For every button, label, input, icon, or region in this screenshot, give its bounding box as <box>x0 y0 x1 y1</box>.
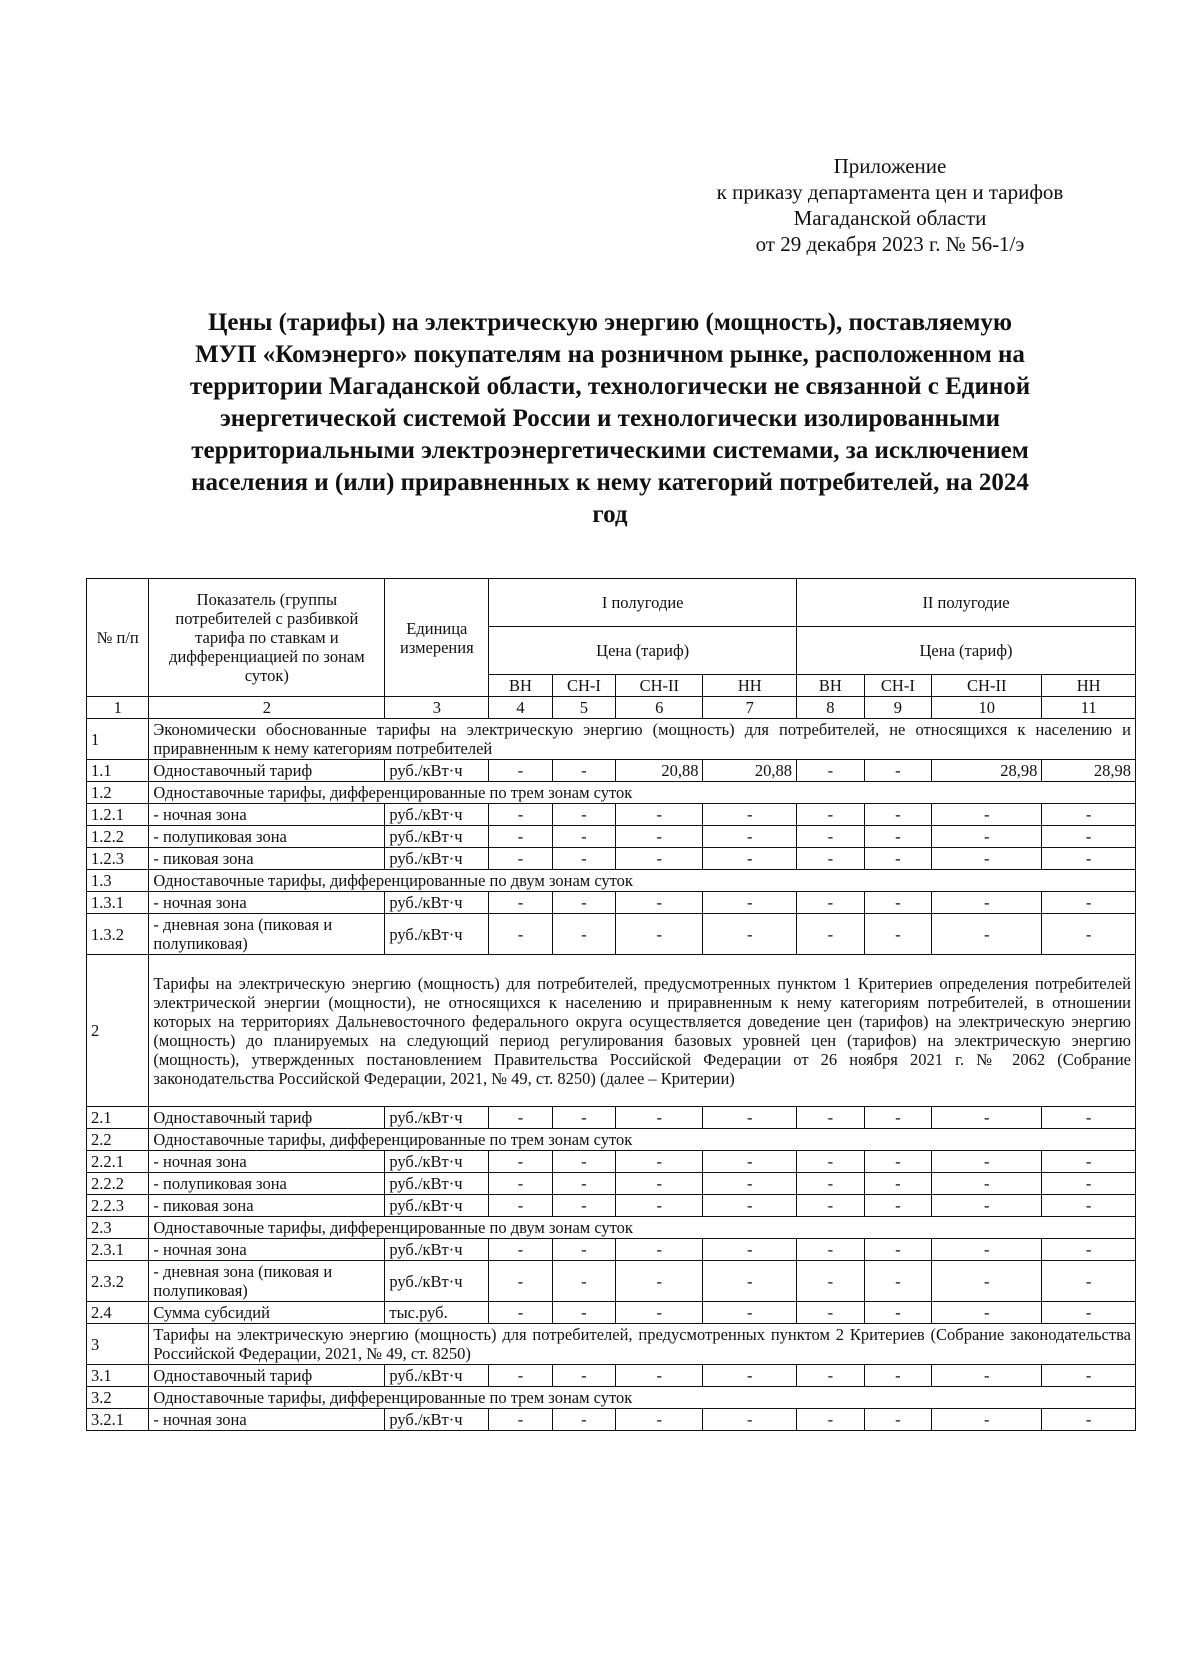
row-unit: руб./кВт·ч <box>385 1107 489 1129</box>
tariff-value: - <box>864 826 932 848</box>
table-row <box>87 914 1136 955</box>
table-row <box>87 1409 1136 1431</box>
tariff-value: - <box>932 1409 1042 1431</box>
row-unit: руб./кВт·ч <box>385 826 489 848</box>
tariff-value: - <box>703 826 797 848</box>
table-row <box>87 782 1136 804</box>
tariff-value: - <box>616 1151 703 1173</box>
table-row <box>87 1217 1136 1239</box>
tariff-value: - <box>1042 1107 1136 1129</box>
row-unit: руб./кВт·ч <box>385 1261 489 1302</box>
title-line: Цены (тарифы) на электрическую энергию (мощность), поставляемую <box>207 309 1013 336</box>
tariff-value: - <box>552 914 615 955</box>
tariff-value: - <box>797 1365 865 1387</box>
tariff-value: - <box>1042 892 1136 914</box>
table-row <box>87 1129 1136 1151</box>
tariff-value: - <box>864 914 932 955</box>
tariff-value: - <box>797 1239 865 1261</box>
tariff-value: - <box>552 1107 615 1129</box>
tariff-value: - <box>797 1195 865 1217</box>
tariff-value: - <box>1042 1195 1136 1217</box>
tariff-value: - <box>703 914 797 955</box>
appendix-line: к приказу департамента цен и тарифов <box>716 180 1064 204</box>
tariff-value: - <box>489 914 552 955</box>
tariff-value: - <box>703 1239 797 1261</box>
table-body <box>87 719 1136 1431</box>
table-row <box>87 1173 1136 1195</box>
table-row <box>87 1387 1136 1409</box>
row-indicator: Одноставочный тариф <box>149 1365 385 1387</box>
tariff-value: - <box>797 848 865 870</box>
row-indicator: - ночная зона <box>149 804 385 826</box>
row-number: 2.2.2 <box>87 1173 149 1195</box>
tariff-value: - <box>797 1261 865 1302</box>
tariff-value: 20,88 <box>616 760 703 782</box>
header-level: СН-I <box>552 675 615 697</box>
tariff-value: - <box>552 1409 615 1431</box>
row-number: 3.2 <box>87 1387 149 1409</box>
tariff-value: - <box>489 1151 552 1173</box>
tariff-value: - <box>864 1195 932 1217</box>
row-indicator: - ночная зона <box>149 1409 385 1431</box>
column-number: 7 <box>703 697 797 719</box>
tariff-value: - <box>703 1302 797 1324</box>
header-price-half2: Цена (тариф) <box>797 627 1136 675</box>
tariff-value: - <box>932 1261 1042 1302</box>
tariff-value: - <box>864 1365 932 1387</box>
row-indicator: - дневная зона (пиковая и полупиковая) <box>149 1261 385 1302</box>
tariff-value: - <box>489 804 552 826</box>
row-indicator: - пиковая зона <box>149 848 385 870</box>
header-indicator: Показатель (группы потребителей с разбивкой тарифа по ставкам и дифференциацией по зонам суток) <box>149 579 385 697</box>
tariff-value: - <box>1042 848 1136 870</box>
table-row <box>87 1302 1136 1324</box>
title-line: энергетической системой России и технологически изолированными <box>219 405 1001 432</box>
tariff-value: - <box>489 1107 552 1129</box>
tariff-value: - <box>797 1173 865 1195</box>
tariff-value: - <box>489 1195 552 1217</box>
tariff-value: - <box>552 1173 615 1195</box>
tariff-value: - <box>552 1302 615 1324</box>
column-number: 2 <box>149 697 385 719</box>
header-level: НН <box>1042 675 1136 697</box>
tariff-value: - <box>1042 1261 1136 1302</box>
tariff-value: - <box>864 1239 932 1261</box>
tariff-value: - <box>703 848 797 870</box>
row-number: 1.2 <box>87 782 149 804</box>
table-row <box>87 760 1136 782</box>
tariff-value: - <box>616 826 703 848</box>
tariff-value: - <box>616 1173 703 1195</box>
tariff-value: - <box>616 804 703 826</box>
row-number: 2.3.2 <box>87 1261 149 1302</box>
tariff-value: - <box>552 1195 615 1217</box>
tariff-value: - <box>489 826 552 848</box>
tariff-value: - <box>932 1173 1042 1195</box>
table-row <box>87 804 1136 826</box>
row-number: 2.4 <box>87 1302 149 1324</box>
tariff-value: - <box>797 1302 865 1324</box>
table-row <box>87 1324 1136 1365</box>
row-number: 1.1 <box>87 760 149 782</box>
tariff-value: - <box>703 1107 797 1129</box>
tariff-value: - <box>489 760 552 782</box>
tariff-value: - <box>552 1151 615 1173</box>
column-number: 6 <box>616 697 703 719</box>
tariff-value: - <box>552 1365 615 1387</box>
row-number: 1.2.2 <box>87 826 149 848</box>
section-heading: Одноставочные тарифы, дифференцированные по трем зонам суток <box>149 782 1136 804</box>
section-heading: Одноставочные тарифы, дифференцированные по трем зонам суток <box>149 1387 1136 1409</box>
section-heading: Тарифы на электрическую энергию (мощность) для потребителей, предусмотренных пунктом 2 Критериев (Собрание законодательства Российской Федерации, 2021, № 49, ст. 8250) <box>149 1324 1136 1365</box>
tariff-value: - <box>703 1365 797 1387</box>
tariff-value: - <box>864 1107 932 1129</box>
tariff-value: - <box>703 1195 797 1217</box>
row-unit: руб./кВт·ч <box>385 760 489 782</box>
tariff-value: - <box>616 1261 703 1302</box>
header-level: НН <box>703 675 797 697</box>
section-heading: Экономически обоснованные тарифы на электрическую энергию (мощность) для потребителей, не относящихся к населению и приравненным к нему категориям потребителей <box>149 719 1136 760</box>
row-unit: руб./кВт·ч <box>385 848 489 870</box>
row-unit: руб./кВт·ч <box>385 914 489 955</box>
tariff-value: - <box>932 892 1042 914</box>
tariff-value: - <box>489 848 552 870</box>
column-numbers-row <box>87 697 1136 719</box>
tariff-value: - <box>552 848 615 870</box>
row-number: 1.3.1 <box>87 892 149 914</box>
tariff-value: - <box>932 804 1042 826</box>
tariffs-table <box>86 578 1136 1431</box>
tariff-value: - <box>797 760 865 782</box>
row-number: 1.3.2 <box>87 914 149 955</box>
row-number: 3 <box>87 1324 149 1365</box>
title-line: МУП «Комэнерго» покупателям на розничном рынке, расположенном на <box>195 341 1025 368</box>
tariff-value: - <box>552 826 615 848</box>
tariff-value: - <box>932 826 1042 848</box>
tariff-value: 28,98 <box>932 760 1042 782</box>
tariff-value: - <box>616 1195 703 1217</box>
tariff-value: - <box>864 848 932 870</box>
tariff-value: - <box>489 1173 552 1195</box>
table-row <box>87 1195 1136 1217</box>
row-number: 1.2.3 <box>87 848 149 870</box>
tariff-value: - <box>703 1173 797 1195</box>
tariff-value: - <box>1042 1409 1136 1431</box>
row-indicator: - ночная зона <box>149 1151 385 1173</box>
tariff-value: - <box>552 892 615 914</box>
row-number: 2.2.1 <box>87 1151 149 1173</box>
tariff-value: - <box>616 1365 703 1387</box>
tariff-value: - <box>703 892 797 914</box>
table-row <box>87 892 1136 914</box>
row-unit: руб./кВт·ч <box>385 1151 489 1173</box>
row-number: 2.1 <box>87 1107 149 1129</box>
row-indicator: Одноставочный тариф <box>149 1107 385 1129</box>
tariff-value: - <box>864 804 932 826</box>
tariff-value: - <box>932 1302 1042 1324</box>
tariff-value: - <box>1042 914 1136 955</box>
tariff-value: - <box>864 1173 932 1195</box>
table-row <box>87 870 1136 892</box>
row-unit: тыс.руб. <box>385 1302 489 1324</box>
tariff-value: - <box>616 1239 703 1261</box>
tariff-value: - <box>932 1107 1042 1129</box>
header-num: № п/п <box>87 579 149 697</box>
section-heading: Одноставочные тарифы, дифференцированные по двум зонам суток <box>149 1217 1136 1239</box>
appendix-block <box>660 153 1120 257</box>
appendix-line: от 29 декабря 2023 г. № 56-1/э <box>755 232 1025 256</box>
row-number: 3.2.1 <box>87 1409 149 1431</box>
row-indicator: - дневная зона (пиковая и полупиковая) <box>149 914 385 955</box>
table-row <box>87 1365 1136 1387</box>
tariff-value: - <box>864 760 932 782</box>
row-unit: руб./кВт·ч <box>385 1365 489 1387</box>
row-number: 2.2 <box>87 1129 149 1151</box>
tariff-value: - <box>1042 1239 1136 1261</box>
table-row <box>87 848 1136 870</box>
tariff-value: - <box>616 848 703 870</box>
section-heading: Одноставочные тарифы, дифференцированные по двум зонам суток <box>149 870 1136 892</box>
row-indicator: - ночная зона <box>149 892 385 914</box>
tariff-value: - <box>616 914 703 955</box>
row-number: 2 <box>87 955 149 1107</box>
tariff-value: - <box>1042 1365 1136 1387</box>
tariff-value: - <box>616 1107 703 1129</box>
tariff-value: - <box>864 1409 932 1431</box>
appendix-line: Приложение <box>833 154 947 178</box>
column-number: 8 <box>797 697 865 719</box>
row-number: 2.2.3 <box>87 1195 149 1217</box>
tariff-value: - <box>489 1239 552 1261</box>
table-row <box>87 1151 1136 1173</box>
table-row <box>87 1107 1136 1129</box>
row-number: 1 <box>87 719 149 760</box>
header-level: СН-II <box>616 675 703 697</box>
tariff-value: - <box>489 1261 552 1302</box>
column-number: 5 <box>552 697 615 719</box>
tariff-value: - <box>552 1261 615 1302</box>
row-unit: руб./кВт·ч <box>385 1173 489 1195</box>
column-number: 10 <box>932 697 1042 719</box>
tariff-value: - <box>552 804 615 826</box>
row-number: 2.3 <box>87 1217 149 1239</box>
tariff-value: - <box>703 1409 797 1431</box>
tariff-value: - <box>1042 826 1136 848</box>
tariff-value: - <box>1042 804 1136 826</box>
title-line: территориальными электроэнергетическими системами, за исключением <box>191 437 1029 464</box>
tariff-value: - <box>616 1302 703 1324</box>
row-indicator: Сумма субсидий <box>149 1302 385 1324</box>
tariff-value: - <box>703 804 797 826</box>
column-number: 3 <box>385 697 489 719</box>
row-number: 3.1 <box>87 1365 149 1387</box>
tariff-value: - <box>797 804 865 826</box>
tariff-value: - <box>797 892 865 914</box>
row-unit: руб./кВт·ч <box>385 1195 489 1217</box>
tariff-value: - <box>703 1261 797 1302</box>
title-line: территории Магаданской области, технологически не связанной с Единой <box>189 373 1031 400</box>
table-row <box>87 955 1136 1107</box>
header-half2: II полугодие <box>797 579 1136 627</box>
row-indicator: - полупиковая зона <box>149 826 385 848</box>
tariff-value: - <box>797 1409 865 1431</box>
column-number: 9 <box>864 697 932 719</box>
tariff-value: - <box>932 1151 1042 1173</box>
tariff-value: - <box>797 1107 865 1129</box>
header-price-half1: Цена (тариф) <box>489 627 797 675</box>
tariff-value: - <box>932 1195 1042 1217</box>
tariff-value: - <box>932 1365 1042 1387</box>
row-unit: руб./кВт·ч <box>385 804 489 826</box>
row-indicator: - ночная зона <box>149 1239 385 1261</box>
tariff-value: - <box>864 1302 932 1324</box>
table-row <box>87 826 1136 848</box>
tariff-value: - <box>797 826 865 848</box>
tariff-value: - <box>552 760 615 782</box>
row-number: 1.2.1 <box>87 804 149 826</box>
row-unit: руб./кВт·ч <box>385 1409 489 1431</box>
row-indicator: Одноставочный тариф <box>149 760 385 782</box>
tariff-value: - <box>864 1151 932 1173</box>
table-row <box>87 1239 1136 1261</box>
tariff-value: - <box>489 1365 552 1387</box>
title-line: год <box>592 501 628 528</box>
header-level: ВН <box>489 675 552 697</box>
tariff-value: - <box>616 892 703 914</box>
row-number: 1.3 <box>87 870 149 892</box>
header-level: ВН <box>797 675 865 697</box>
tariff-value: - <box>864 1261 932 1302</box>
tariff-value: - <box>616 1409 703 1431</box>
header-level: СН-I <box>864 675 932 697</box>
tariff-value: 28,98 <box>1042 760 1136 782</box>
row-indicator: - полупиковая зона <box>149 1173 385 1195</box>
table-row <box>87 1261 1136 1302</box>
header-level: СН-II <box>932 675 1042 697</box>
tariff-value: - <box>552 1239 615 1261</box>
row-unit: руб./кВт·ч <box>385 892 489 914</box>
row-number: 2.3.1 <box>87 1239 149 1261</box>
section-heading: Тарифы на электрическую энергию (мощность) для потребителей, предусмотренных пунктом 1 Критериев определения потребителей электрической энергии (мощности), не относящихся к населению и приравненным к нему категориям потребителей, в отношении которых на территориях Дальневосточного федерального округа осуществляется доведение цен (тарифов) на электрическую энергию (мощность) до планируемых на следующий период регулирования базовых уровней цен (тарифов) на электрическую энергию (мощность), утвержденных постановлением Правительства Российской Федерации от 26 ноября 2021 г. № 2062 (Собрание законодательства Российской Федерации, 2021, № 49, ст. 8250) (далее – Критерии) <box>149 955 1136 1107</box>
tariff-value: - <box>932 1239 1042 1261</box>
document-title <box>130 307 1090 531</box>
section-heading: Одноставочные тарифы, дифференцированные по трем зонам суток <box>149 1129 1136 1151</box>
tariff-value: - <box>489 1409 552 1431</box>
tariff-value: - <box>1042 1151 1136 1173</box>
tariff-value: - <box>1042 1302 1136 1324</box>
tariff-value: - <box>864 892 932 914</box>
title-line: населения и (или) приравненных к нему категорий потребителей, на 2024 <box>191 469 1029 496</box>
column-number: 4 <box>489 697 552 719</box>
header-unit: Единица измерения <box>385 579 489 697</box>
tariff-value: - <box>797 914 865 955</box>
row-unit: руб./кВт·ч <box>385 1239 489 1261</box>
tariff-value: - <box>1042 1173 1136 1195</box>
tariff-value: 20,88 <box>703 760 797 782</box>
table-row <box>87 719 1136 760</box>
tariff-value: - <box>932 914 1042 955</box>
tariff-value: - <box>489 1302 552 1324</box>
column-number: 1 <box>87 697 149 719</box>
row-indicator: - пиковая зона <box>149 1195 385 1217</box>
tariff-value: - <box>797 1151 865 1173</box>
tariff-value: - <box>489 892 552 914</box>
column-number: 11 <box>1042 697 1136 719</box>
appendix-line: Магаданской области <box>793 206 987 230</box>
tariff-value: - <box>703 1151 797 1173</box>
tariff-value: - <box>932 848 1042 870</box>
header-half1: I полугодие <box>489 579 797 627</box>
